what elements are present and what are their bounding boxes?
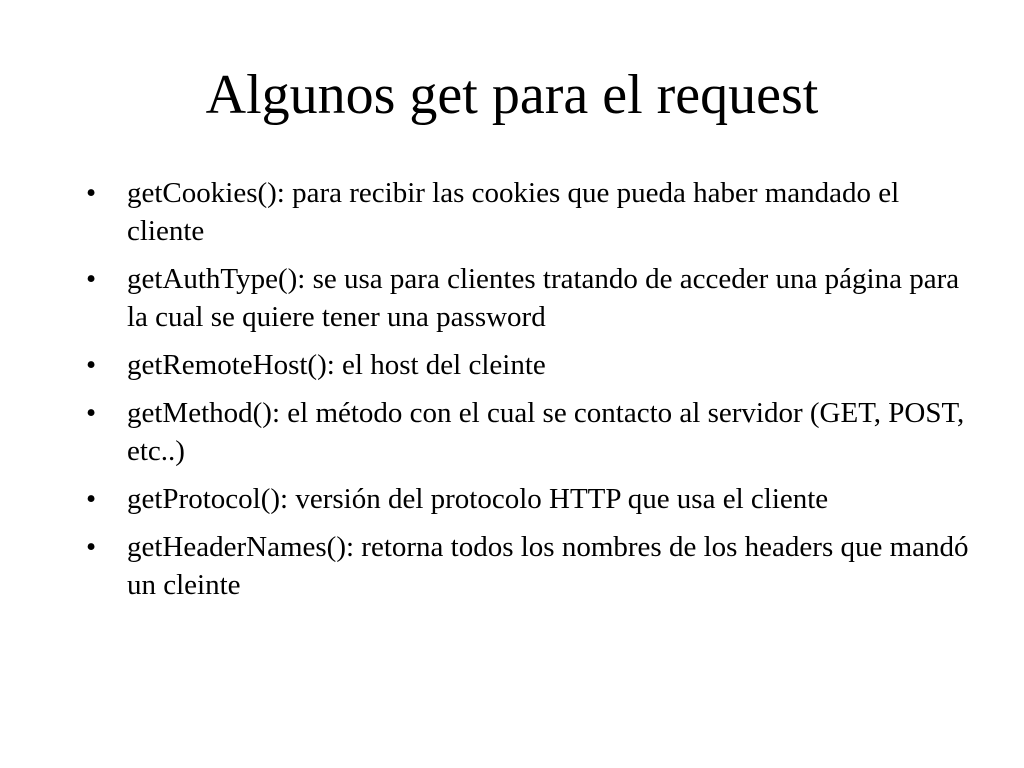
bullet-text: getHeaderNames(): retorna todos los nombres de los headers que mandó un cleinte	[127, 531, 969, 601]
list-item	[86, 346, 976, 384]
bullet-text: getCookies(): para recibir las cookies que pueda haber mandado el cliente	[127, 177, 900, 247]
list-item	[86, 528, 976, 604]
bullet-text: getMethod(): el método con el cual se contacto al servidor (GET, POST, etc..)	[127, 397, 965, 467]
bullet-text: getAuthType(): se usa para clientes tratando de acceder una página para la cual se quiere tener una password	[127, 263, 960, 333]
list-item	[86, 480, 976, 518]
bullet-list	[86, 174, 976, 614]
bullet-icon: •	[86, 483, 97, 515]
bullet-text: getRemoteHost(): el host del cleinte	[127, 349, 546, 381]
bullet-icon: •	[86, 349, 97, 381]
bullet-icon: •	[86, 177, 97, 209]
bullet-icon: •	[86, 531, 97, 563]
bullet-icon: •	[86, 263, 97, 295]
bullet-icon: •	[86, 397, 97, 429]
bullet-text: getProtocol(): versión del protocolo HTTP que usa el cliente	[127, 483, 829, 515]
list-item	[86, 174, 976, 250]
list-item	[86, 394, 976, 470]
slide-title: Algunos get para el request	[205, 64, 819, 126]
list-item	[86, 260, 976, 336]
